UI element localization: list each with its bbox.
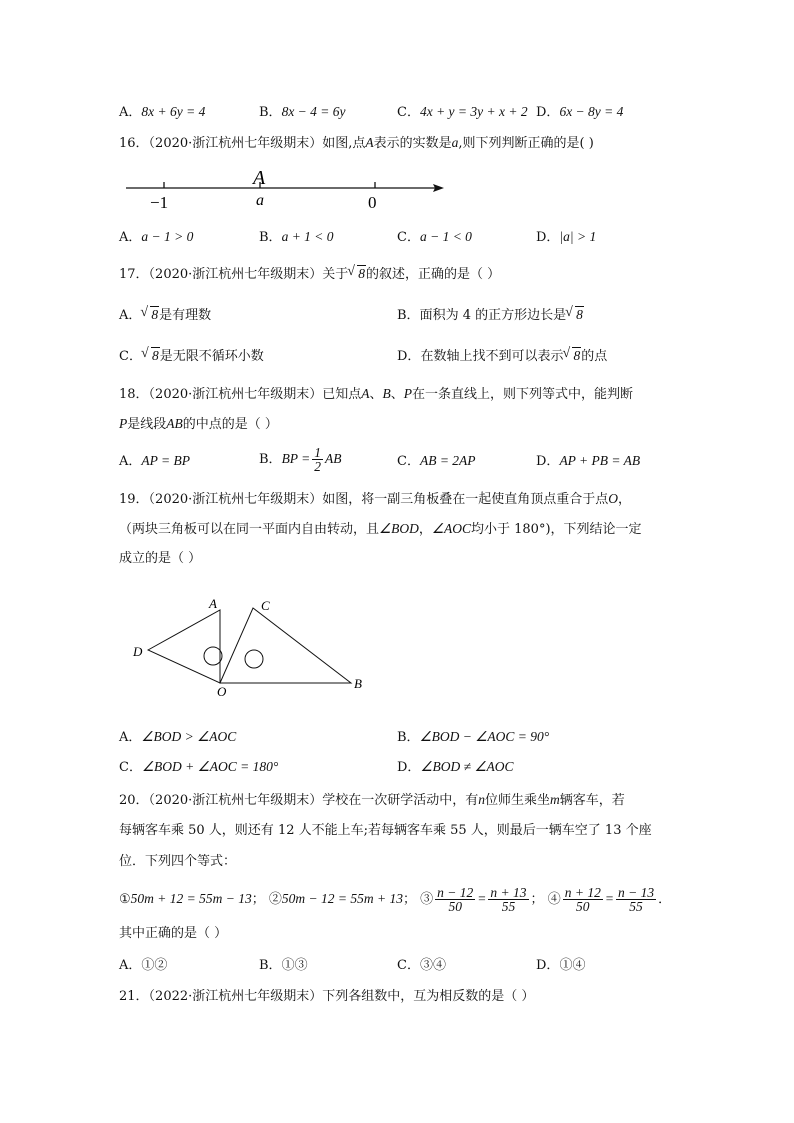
q16-option-d: D．|a| > 1 xyxy=(536,229,597,245)
q16-option-c: C．a − 1 < 0 xyxy=(397,229,472,245)
q19-stem-line3: 成立的是（ ） xyxy=(119,551,202,566)
q20-stem-line1: 20．（2020·浙江杭州七年级期末）学校在一次研学活动中，有n位师生乘坐m辆客车，若 xyxy=(119,792,625,808)
q20-equations: ①50m + 12 = 55m − 13； ②50m − 12 = 55m + 13； ③ $\frac{n - 12}{50}$ = $\frac{n + 13}{55}$ ； ④ $\frac{n + 12}{50}$ = $\frac{n - 13}{55}$ ． xyxy=(119,885,672,914)
tick-0-label: 0 xyxy=(368,193,377,212)
q17-option-c: C．√ 8是无限不循环小数 xyxy=(119,347,264,366)
q16-number-line xyxy=(118,165,453,213)
q17-option-a: A．√ 8是有理数 xyxy=(119,306,211,325)
q21-stem: 21．（2022·浙江杭州七年级期末）下列各组数中，互为相反数的是（ ） xyxy=(119,989,535,1004)
label-D: D xyxy=(133,644,143,659)
point-a-label: a xyxy=(256,192,264,209)
q15-option-b: B．8x − 4 = 6y xyxy=(259,104,346,120)
q19-stem-line1: 19．（2020·浙江杭州七年级期末）如图，将一副三角板叠在一起使直角顶点重合于点O， xyxy=(119,491,632,507)
q19-option-b: B．∠BOD − ∠AOC = 90° xyxy=(397,729,550,745)
label-C: C xyxy=(261,598,270,613)
label-A: A xyxy=(209,596,217,611)
q15-option-c: C．4x + y = 3y + x + 2 xyxy=(397,104,528,120)
q18-option-b: B．BP = $\frac{1}{2}$ AB xyxy=(259,445,342,474)
q18-option-c: C．AB = 2AP xyxy=(397,453,476,469)
label-O: O xyxy=(217,684,227,699)
q18-stem-line2: P是线段AB的中点的是（ ） xyxy=(119,416,278,432)
q17-option-d: D．在数轴上找不到可以表示√ 8的点 xyxy=(397,347,607,366)
q19-triangle-figure xyxy=(125,592,375,702)
q20-stem-line3: 位．下列四个等式： xyxy=(119,854,237,869)
q19-option-c: C．∠BOD + ∠AOC = 180° xyxy=(119,759,279,775)
q19-option-a: A．∠BOD > ∠AOC xyxy=(119,729,237,745)
q16-option-a: A．a − 1 > 0 xyxy=(119,229,194,245)
tick-neg1-label: −1 xyxy=(150,193,169,212)
q20-option-c: C．③④ xyxy=(397,958,446,973)
q18-option-a: A．AP = BP xyxy=(119,453,190,469)
q20-option-b: B．①③ xyxy=(259,958,308,973)
q20-option-a: A．①② xyxy=(119,958,168,973)
q19-stem-line2: （两块三角板可以在同一平面内自由转动，且∠BOD，∠AOC均小于 180°)，下列结论一定 xyxy=(119,521,642,537)
q15-option-a: A．8x + 6y = 4 xyxy=(119,104,206,120)
q16-stem: 16．（2020·浙江杭州七年级期末）如图,点A表示的实数是a,则下列判断正确的是( ) xyxy=(119,135,594,151)
q20-stem-line2: 每辆客车乘 50 人，则还有 12 人不能上车;若每辆客车乘 55 人，则最后一辆车空了 13 个座 xyxy=(119,823,652,838)
q18-option-d: D．AP + PB = AB xyxy=(536,453,641,469)
q20-stem-line4: 其中正确的是（ ） xyxy=(119,926,228,941)
q19-option-d: D．∠BOD ≠ ∠AOC xyxy=(397,759,514,775)
q20-option-d: D．①④ xyxy=(536,958,586,973)
label-B: B xyxy=(354,676,362,691)
q15-option-d: D．6x − 8y = 4 xyxy=(536,104,624,120)
q17-option-b: B．面积为 4 的正方形边长是√ 8 xyxy=(397,306,584,325)
q16-option-b: B．a + 1 < 0 xyxy=(259,229,334,245)
point-A-label: A xyxy=(253,167,266,189)
q17-stem: 17．（2020·浙江杭州七年级期末）关于√ 8的叙述，正确的是（ ） xyxy=(119,265,500,284)
q18-stem-line1: 18．（2020·浙江杭州七年级期末）已知点A、B、P在一条直线上，则下列等式中，能判断 xyxy=(119,386,634,402)
